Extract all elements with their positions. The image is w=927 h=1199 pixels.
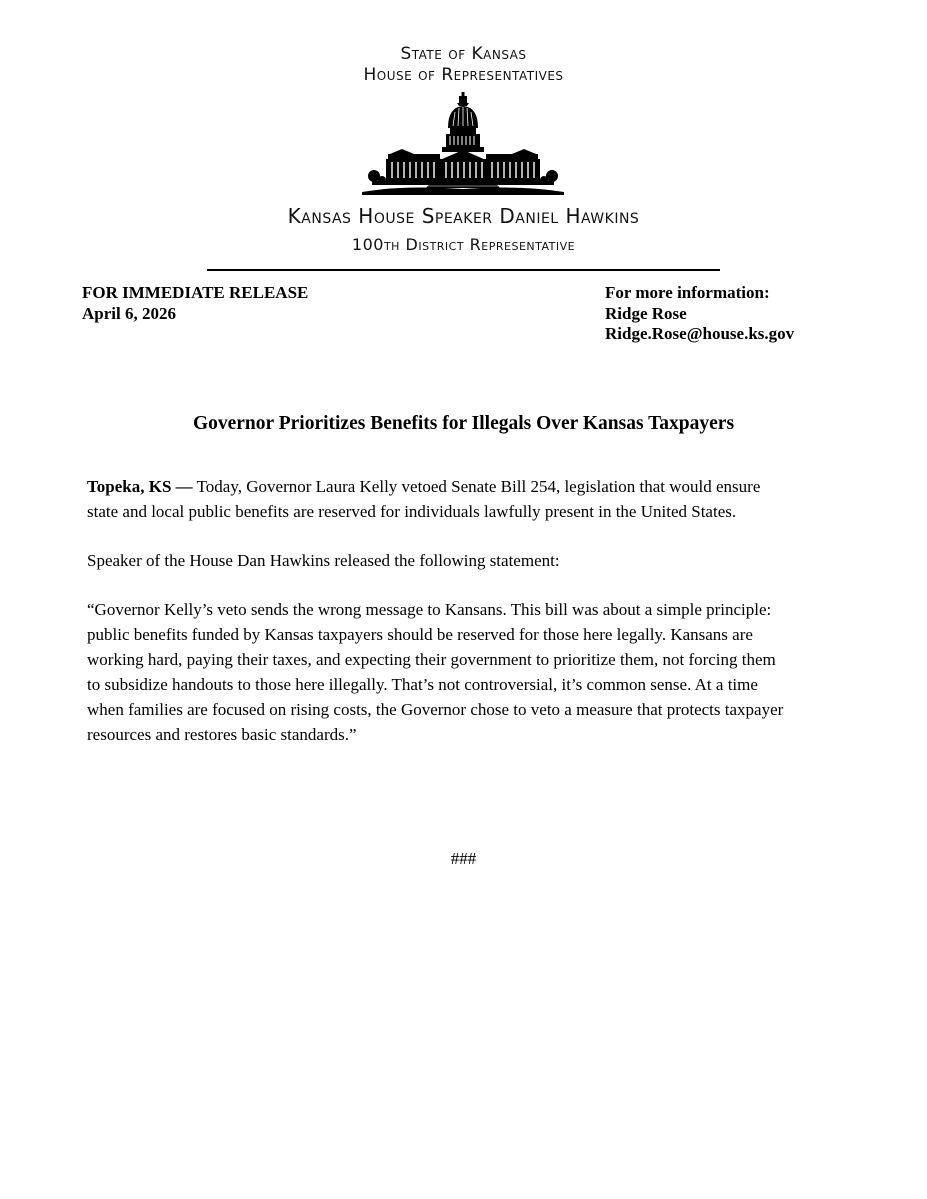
paragraph-line: resources and restores basic standards.” — [87, 725, 357, 744]
paragraph-line: to subsidize handouts to those here illegally. That’s not controversial, it’s common sense. At a time — [87, 675, 758, 694]
capitol-building-icon — [362, 92, 564, 196]
letterhead-state: State of Kansas — [400, 44, 527, 64]
body-paragraph-1 — [87, 474, 847, 524]
end-mark: ### — [450, 849, 477, 868]
paragraph-line-text: Today, Governor Laura Kelly vetoed Senate Bill 254, legislation that would ensure — [192, 477, 761, 496]
contact-name: Ridge Rose — [605, 303, 687, 323]
paragraph-line: state and local public benefits are reserved for individuals lawfully present in the United States. — [87, 502, 737, 521]
dateline: Topeka, KS — — [87, 477, 193, 496]
body-paragraph-2 — [87, 548, 847, 573]
letterhead-speaker: Kansas House Speaker Daniel Hawkins — [287, 204, 640, 228]
letterhead-house: House of Representatives — [363, 65, 564, 85]
paragraph-line: when families are focused on rising costs, the Governor chose to veto a measure that protects taxpayer — [87, 700, 784, 719]
paragraph-line: public benefits funded by Kansas taxpayers should be reserved for those here legally. Kansans are — [87, 625, 753, 644]
paragraph-line: “Governor Kelly’s veto sends the wrong message to Kansans. This bill was about a simple principle: — [87, 600, 772, 619]
contact-info — [605, 283, 794, 345]
headline: Governor Prioritizes Benefits for Illegals Over Kansas Taxpayers — [192, 413, 735, 434]
paragraph-line: working hard, paying their taxes, and expecting their government to prioritize them, not forcing them — [87, 650, 776, 669]
header-divider — [207, 269, 720, 271]
letterhead-district: 100th District Representative — [351, 235, 576, 254]
statement-quote — [87, 597, 847, 747]
paragraph-line: Speaker of the House Dan Hawkins released the following statement: — [87, 551, 560, 570]
release-info — [82, 283, 308, 324]
paragraph-line — [87, 474, 847, 499]
release-label: FOR IMMEDIATE RELEASE — [82, 283, 309, 302]
release-date: April 6, 2026 — [82, 303, 176, 323]
contact-label: For more information: — [605, 283, 770, 302]
contact-email[interactable]: Ridge.Rose@house.ks.gov — [605, 324, 795, 343]
